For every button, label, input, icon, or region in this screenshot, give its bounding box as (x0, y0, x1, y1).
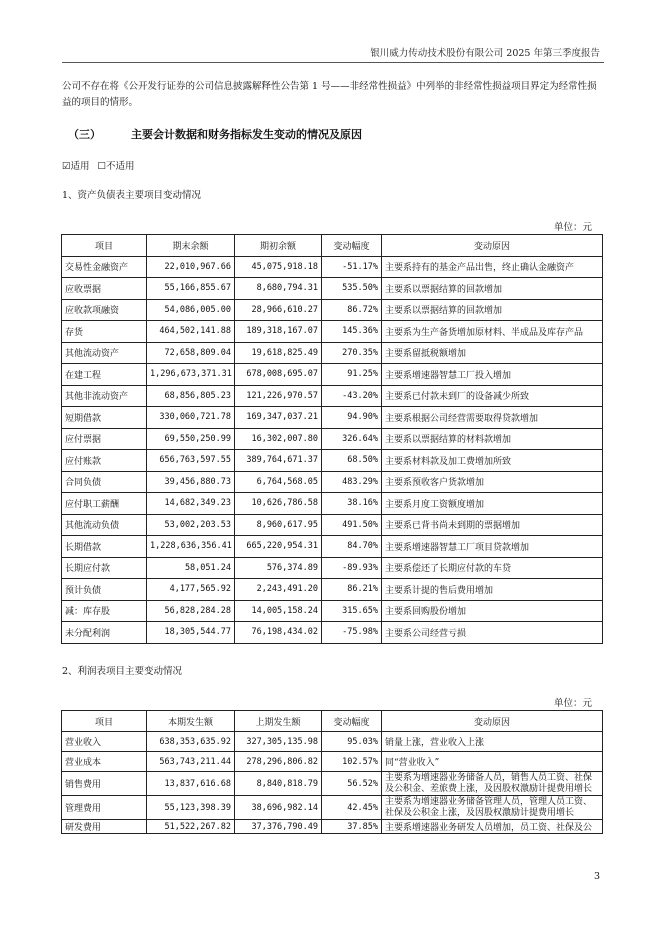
row-ending-balance: 58,051.24 (147, 557, 235, 579)
row-change-reason: 主要系为增速器业务储备管理人员，管理人员工资、社保及公积金上涨，及因股权激励计提费用增长 (382, 796, 603, 820)
section-heading (68, 126, 362, 142)
row-item: 营业收入 (62, 732, 147, 752)
row-opening-balance: 121,226,970.57 (235, 385, 322, 407)
row-change-rate: 37.85% (322, 820, 382, 834)
row-opening-balance: 45,075,918.18 (235, 256, 322, 278)
row-item: 其他流动负债 (62, 514, 147, 536)
row-opening-balance: 14,005,158.24 (235, 600, 322, 622)
header-divider (62, 62, 604, 63)
table-row (62, 299, 603, 321)
table-row (62, 600, 603, 622)
header-opening-balance: 期初余额 (235, 235, 322, 257)
header-item: 项目 (62, 711, 147, 732)
row-change-reason: 主要系增速器智慧工厂项目贷款增加 (382, 536, 603, 558)
balance-sheet-table (61, 234, 603, 644)
row-change-rate: 145.36% (322, 321, 382, 343)
row-opening-balance: 16,302,007.80 (235, 428, 322, 450)
row-change-rate: 91.25% (322, 364, 382, 386)
table-row (62, 796, 603, 820)
row-opening-balance: 2,243,491.20 (235, 579, 322, 601)
table-row (62, 321, 603, 343)
table-row (62, 557, 603, 579)
table-header-row (62, 711, 603, 732)
row-item: 长期应付款 (62, 557, 147, 579)
report-header-title: 银川威力传动技术股份有限公司 2025 年第三季度报告 (370, 48, 600, 59)
header-item: 项目 (62, 235, 147, 257)
row-change-reason: 主要系计提的售后费用增加 (382, 579, 603, 601)
table-row (62, 278, 603, 300)
row-change-reason: 主要系偿还了长期应付款的车贷 (382, 557, 603, 579)
row-opening-balance: 10,626,786.58 (235, 493, 322, 515)
row-prior-period: 8,840,818.79 (235, 772, 322, 796)
row-change-rate: 483.29% (322, 471, 382, 493)
table-row (62, 514, 603, 536)
header-change-reason: 变动原因 (382, 235, 603, 257)
row-change-reason: 主要系以票据结算的回款增加 (382, 299, 603, 321)
row-item: 应付票据 (62, 428, 147, 450)
row-change-reason: 主要系月度工资额度增加 (382, 493, 603, 515)
row-ending-balance: 55,166,855.67 (147, 278, 235, 300)
row-ending-balance: 68,856,805.23 (147, 385, 235, 407)
row-change-rate: 270.35% (322, 342, 382, 364)
row-change-rate: 86.72% (322, 299, 382, 321)
row-opening-balance: 8,680,794.31 (235, 278, 322, 300)
row-change-rate: 315.65% (322, 600, 382, 622)
row-change-reason: 主要系为生产备货增加原材料、半成品及库存产品 (382, 321, 603, 343)
row-item: 存货 (62, 321, 147, 343)
row-opening-balance: 28,966,610.27 (235, 299, 322, 321)
row-item: 应收款项融资 (62, 299, 147, 321)
table-row (62, 732, 603, 752)
row-change-rate: 68.50% (322, 450, 382, 472)
row-ending-balance: 464,502,141.88 (147, 321, 235, 343)
row-opening-balance: 6,764,568.05 (235, 471, 322, 493)
row-opening-balance: 576,374.89 (235, 557, 322, 579)
row-change-rate: -75.98% (322, 622, 382, 644)
row-opening-balance: 169,347,037.21 (235, 407, 322, 429)
row-opening-balance: 389,764,671.37 (235, 450, 322, 472)
header-prior-period: 上期发生额 (235, 711, 322, 732)
row-change-rate: -89.93% (322, 557, 382, 579)
row-item: 交易性金融资产 (62, 256, 147, 278)
row-prior-period: 327,305,135.98 (235, 732, 322, 752)
header-ending-balance: 期末余额 (147, 235, 235, 257)
header-current-period: 本期发生额 (147, 711, 235, 732)
row-change-rate: 56.52% (322, 772, 382, 796)
row-change-rate: 95.03% (322, 732, 382, 752)
row-ending-balance: 4,177,565.92 (147, 579, 235, 601)
row-change-reason: 主要系预收客户货款增加 (382, 471, 603, 493)
row-opening-balance: 678,008,695.07 (235, 364, 322, 386)
table-row (62, 622, 603, 644)
applicable-checkbox: ☑适用 (62, 161, 90, 172)
row-ending-balance: 330,060,721.78 (147, 407, 235, 429)
row-item: 应付职工薪酬 (62, 493, 147, 515)
row-change-rate: 326.64% (322, 428, 382, 450)
table-row (62, 364, 603, 386)
balance-sheet-unit: 单位：元 (553, 222, 592, 233)
row-ending-balance: 69,550,250.99 (147, 428, 235, 450)
row-item: 短期借款 (62, 407, 147, 429)
row-item: 应收票据 (62, 278, 147, 300)
row-ending-balance: 656,763,597.55 (147, 450, 235, 472)
row-change-rate: 491.50% (322, 514, 382, 536)
table-row (62, 752, 603, 772)
row-ending-balance: 18,305,544.77 (147, 622, 235, 644)
row-item: 未分配利润 (62, 622, 147, 644)
row-change-rate: -51.17% (322, 256, 382, 278)
row-change-reason: 主要系回购股份增加 (382, 600, 603, 622)
row-opening-balance: 76,198,434.02 (235, 622, 322, 644)
row-item: 研发费用 (62, 820, 147, 834)
row-prior-period: 278,296,806.82 (235, 752, 322, 772)
header-change-reason: 变动原因 (382, 711, 603, 732)
row-change-reason: 同“营业收入” (382, 752, 603, 772)
table-row (62, 407, 603, 429)
row-opening-balance: 19,618,825.49 (235, 342, 322, 364)
row-ending-balance: 14,682,349.23 (147, 493, 235, 515)
table-row (62, 450, 603, 472)
section-number: （三） (68, 128, 101, 141)
row-change-reason: 主要系以票据结算的材料款增加 (382, 428, 603, 450)
row-item: 在建工程 (62, 364, 147, 386)
row-opening-balance: 189,318,167.07 (235, 321, 322, 343)
row-change-reason: 主要系持有的基金产品出售，终止确认金融资产 (382, 256, 603, 278)
row-item: 应付账款 (62, 450, 147, 472)
row-prior-period: 38,696,982.14 (235, 796, 322, 820)
row-change-reason: 销量上涨，营业收入上涨 (382, 732, 603, 752)
row-ending-balance: 1,296,673,371.31 (147, 364, 235, 386)
row-change-reason: 主要系以票据结算的回款增加 (382, 278, 603, 300)
row-change-rate: 102.57% (322, 752, 382, 772)
applicability-options (62, 158, 135, 172)
row-ending-balance: 53,002,203.53 (147, 514, 235, 536)
row-item: 管理费用 (62, 796, 147, 820)
row-change-rate: 94.90% (322, 407, 382, 429)
row-change-rate: 84.70% (322, 536, 382, 558)
row-item: 合同负债 (62, 471, 147, 493)
table-row (62, 385, 603, 407)
table-row (62, 428, 603, 450)
intro-paragraph: 公司不存在将《公开发行证券的公司信息披露解释性公告第 1 号——非经常性损益》中列举的非经常性损益项目界定为经常性损益的项目的情形。 (62, 81, 597, 108)
row-change-reason: 主要系根据公司经营需要取得贷款增加 (382, 407, 603, 429)
row-change-rate: -43.20% (322, 385, 382, 407)
row-change-reason: 主要系已付款未到厂的设备减少所致 (382, 385, 603, 407)
row-item: 减：库存股 (62, 600, 147, 622)
income-statement-table (61, 710, 603, 834)
row-opening-balance: 665,220,954.31 (235, 536, 322, 558)
row-current-period: 563,743,211.44 (147, 752, 235, 772)
row-current-period: 13,837,616.68 (147, 772, 235, 796)
row-prior-period: 37,376,790.49 (235, 820, 322, 834)
row-ending-balance: 39,456,880.73 (147, 471, 235, 493)
row-current-period: 51,522,267.82 (147, 820, 235, 834)
table-row (62, 471, 603, 493)
row-change-rate: 86.21% (322, 579, 382, 601)
row-item: 营业成本 (62, 752, 147, 772)
row-item: 销售费用 (62, 772, 147, 796)
header-change-rate: 变动幅度 (322, 711, 382, 732)
row-change-reason: 主要系材料款及加工费增加所致 (382, 450, 603, 472)
row-item: 长期借款 (62, 536, 147, 558)
row-item: 其他流动资产 (62, 342, 147, 364)
row-change-reason: 主要系为增速器业务储备人员，销售人员工资、社保及公积金、差旅费上涨，及因股权激励计提费用增长 (382, 772, 603, 796)
page-number: 3 (593, 871, 600, 882)
row-item: 其他非流动资产 (62, 385, 147, 407)
section-title: 主要会计数据和财务指标发生变动的情况及原因 (131, 128, 362, 141)
table-row (62, 536, 603, 558)
row-opening-balance: 8,960,617.95 (235, 514, 322, 536)
row-ending-balance: 54,086,005.00 (147, 299, 235, 321)
table-row (62, 493, 603, 515)
table-row (62, 256, 603, 278)
header-change-rate: 变动幅度 (322, 235, 382, 257)
row-change-rate: 42.45% (322, 796, 382, 820)
income-statement-unit: 单位：元 (553, 698, 592, 709)
row-change-reason: 主要系已背书尚未到期的票据增加 (382, 514, 603, 536)
table-row (62, 820, 603, 834)
row-change-reason: 主要系留抵税额增加 (382, 342, 603, 364)
row-item: 预计负债 (62, 579, 147, 601)
table-row (62, 772, 603, 796)
row-change-reason: 主要系增速器业务研发人员增加，员工资、社保及公 (382, 820, 603, 834)
row-change-reason: 主要系增速器智慧工厂投入增加 (382, 364, 603, 386)
table-row (62, 342, 603, 364)
row-current-period: 638,353,635.92 (147, 732, 235, 752)
row-ending-balance: 1,228,636,356.41 (147, 536, 235, 558)
row-change-reason: 主要系公司经营亏损 (382, 622, 603, 644)
not-applicable-checkbox: ☐不适用 (97, 161, 135, 172)
row-ending-balance: 56,828,284.28 (147, 600, 235, 622)
row-ending-balance: 22,010,967.66 (147, 256, 235, 278)
row-change-rate: 535.50% (322, 278, 382, 300)
balance-sheet-title: 1、资产负债表主要项目变动情况 (62, 190, 202, 201)
row-change-rate: 38.16% (322, 493, 382, 515)
row-current-period: 55,123,398.39 (147, 796, 235, 820)
table-row (62, 579, 603, 601)
income-statement-title: 2、利润表项目主要变动情况 (62, 666, 183, 677)
row-ending-balance: 72,658,809.04 (147, 342, 235, 364)
table-header-row (62, 235, 603, 257)
